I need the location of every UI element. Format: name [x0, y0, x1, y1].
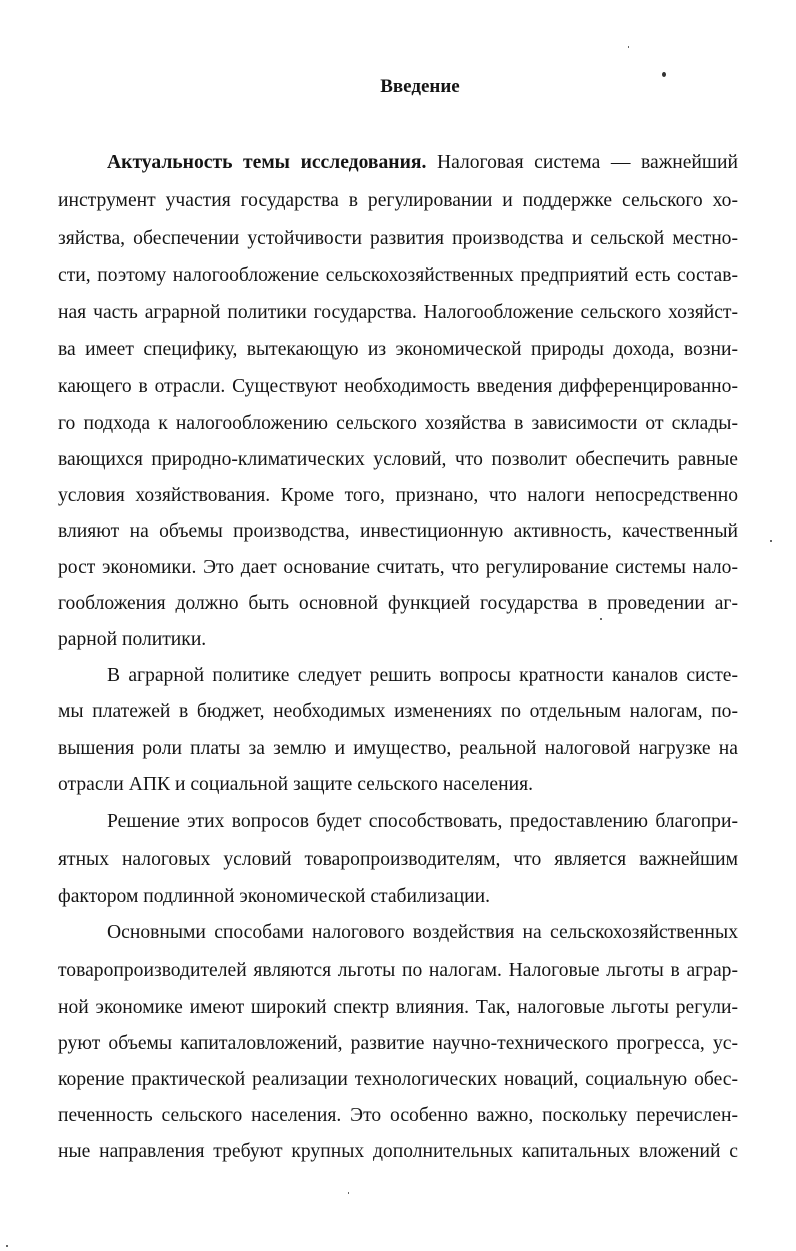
paragraph-4-line-1: Основными способами налогового воздействия на сельскохозяйственных [107, 922, 738, 943]
paragraph-4-line-4: руют объемы капиталовложений, развитие научно-технического прогресса, ус- [58, 1033, 738, 1054]
paragraph-1-line-1 [107, 148, 738, 178]
paragraph-1-line-13: гообложения должно быть основной функцией государства в проведении аг- [58, 593, 738, 614]
scan-speck [600, 618, 602, 620]
scan-speck [348, 1192, 349, 1194]
paragraph-1-line-10: условия хозяйствования. Кроме того, признано, что налоги непосредственно [58, 485, 738, 506]
page-title: Введение [380, 76, 460, 97]
paragraph-2-line-4: отрасли АПК и социальной защите сельского населения. [58, 774, 534, 795]
paragraph-4-line-2: товаропроизводителей являются льготы по налогам. Налоговые льготы в аграр- [58, 960, 738, 981]
scan-speck [6, 1245, 8, 1247]
paragraph-1-line-14: рарной политики. [58, 629, 207, 650]
paragraph-3-line-1: Решение этих вопросов будет способствовать, предоставлению благопри- [107, 811, 738, 832]
paragraph-4-line-3: ной экономике имеют широкий спектр влияния. Так, налоговые льготы регули- [58, 997, 738, 1018]
paragraph-1-line-5: ная часть аграрной политики государства. Налогообложение сельского хозяйст- [58, 302, 738, 323]
paragraph-1-line-12: рост экономики. Это дает основание считать, что регулирование системы нало- [58, 557, 738, 578]
paragraph-3-line-2: ятных налоговых условий товаропроизводителям, что является важнейшим [58, 849, 738, 870]
paragraph-4-line-7: ные направления требуют крупных дополнительных капитальных вложений с [58, 1141, 738, 1162]
paragraph-2-line-2: мы платежей в бюджет, необходимых изменениях по отдельным налогам, по- [58, 701, 738, 722]
paragraph-4-line-5: корение практической реализации технологических новаций, социальную обес- [58, 1069, 738, 1090]
paragraph-1-line-4: сти, поэтому налогообложение сельскохозяйственных предприятий есть состав- [58, 265, 738, 286]
paragraph-2-line-1: В аграрной политике следует решить вопросы кратности каналов систе- [107, 665, 738, 686]
paragraph-1-line-6: ва имеет специфику, вытекающую из экономической природы дохода, возни- [58, 339, 738, 360]
paragraph-3-line-3: фактором подлинной экономической стабилизации. [58, 886, 491, 907]
scan-speck [628, 46, 629, 48]
paragraph-1-line-9: вающихся природно-климатических условий, что позволит обеспечить равные [58, 449, 738, 470]
paragraph-1-lead: Актуальность темы исследования. [107, 152, 427, 173]
text-segment: Налоговая система — важнейший [426, 152, 738, 173]
paragraph-1-line-2: инструмент участия государства в регулировании и поддержке сельского хо- [58, 190, 738, 211]
paragraph-1-line-7: кающего в отрасли. Существуют необходимость введения дифференцированно- [58, 376, 738, 397]
paragraph-1-line-11: влияют на объемы производства, инвестиционную активность, качественный [58, 521, 738, 542]
paragraph-1-line-8: го подхода к налогообложению сельского хозяйства в зависимости от склады- [58, 413, 738, 434]
paragraph-4-line-6: печенность сельского населения. Это особенно важно, поскольку перечислен- [58, 1105, 738, 1126]
scan-speck [662, 72, 666, 77]
paragraph-1-line-3: зяйства, обеспечении устойчивости развития производства и сельской местно- [58, 228, 738, 249]
scan-speck [770, 540, 772, 542]
paragraph-2-line-3: вышения роли платы за землю и имущество, реальной налоговой нагрузке на [58, 738, 738, 759]
